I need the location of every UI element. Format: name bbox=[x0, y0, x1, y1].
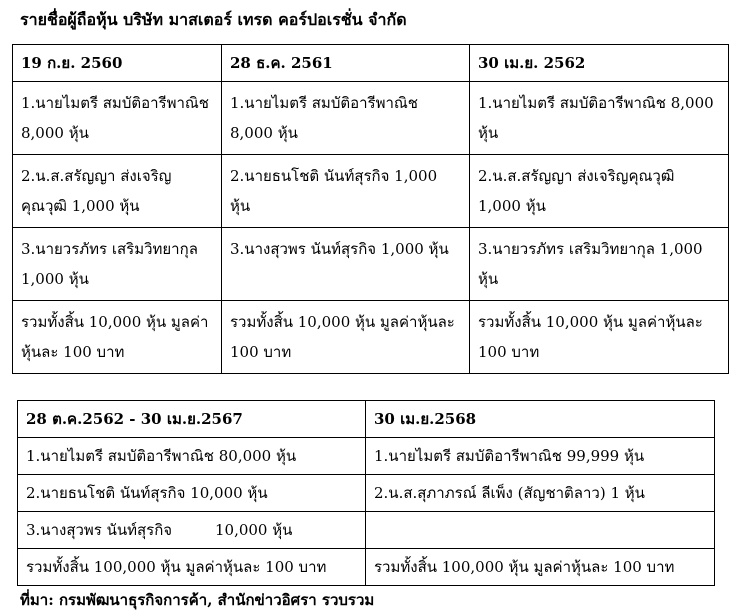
table-cell: 3.นางสุวพร นันท์สุรกิจ 10,000 หุ้น bbox=[18, 512, 366, 549]
table-cell: รวมทั้งสิ้น 100,000 หุ้น มูลค่าหุ้นละ 100 บาท bbox=[18, 549, 366, 586]
column-header: 28 ธ.ค. 2561 bbox=[222, 45, 470, 82]
table-cell-empty bbox=[366, 512, 715, 549]
column-header: 30 เม.ย. 2562 bbox=[470, 45, 729, 82]
table-cell: 1.นายไมตรี สมบัติอารีพาณิช 80,000 หุ้น bbox=[18, 438, 366, 475]
table-cell: 1.นายไมตรี สมบัติอารีพาณิช 8,000 หุ้น bbox=[222, 82, 470, 155]
table-row bbox=[18, 512, 715, 549]
column-header: 28 ต.ค.2562 - 30 เม.ย.2567 bbox=[18, 401, 366, 438]
table-header-row bbox=[18, 401, 715, 438]
table-cell: 2.นายธนโชติ นันท์สุรกิจ 1,000 หุ้น bbox=[222, 155, 470, 228]
table-cell: 2.น.ส.สุภาภรณ์ ลีเพ็ง (สัญชาติลาว) 1 หุ้น bbox=[366, 475, 715, 512]
table-row bbox=[13, 155, 729, 228]
table-header-row bbox=[13, 45, 729, 82]
document-title: รายชื่อผู้ถือหุ้น บริษัท มาสเตอร์ เทรด คอร์ปอเรชั่น จำกัด bbox=[20, 10, 407, 29]
column-header: 19 ก.ย. 2560 bbox=[13, 45, 222, 82]
table-row bbox=[13, 228, 729, 301]
table-cell: 3.นางสุวพร นันท์สุรกิจ 1,000 หุ้น bbox=[222, 228, 470, 301]
table-cell: 2.น.ส.สรัญญา ส่งเจริญคุณวุฒิ 1,000 หุ้น bbox=[13, 155, 222, 228]
table-cell: รวมทั้งสิ้น 10,000 หุ้น มูลค่าหุ้นละ 100 บาท bbox=[13, 301, 222, 374]
table-total-row bbox=[18, 549, 715, 586]
table-cell: 3.นายวรภัทร เสริมวิทยากุล 1,000 หุ้น bbox=[13, 228, 222, 301]
table-cell: รวมทั้งสิ้น 100,000 หุ้น มูลค่าหุ้นละ 100 บาท bbox=[366, 549, 715, 586]
table-cell: 2.น.ส.สรัญญา ส่งเจริญคุณวุฒิ 1,000 หุ้น bbox=[470, 155, 729, 228]
table-cell: รวมทั้งสิ้น 10,000 หุ้น มูลค่าหุ้นละ 100 บาท bbox=[470, 301, 729, 374]
table-cell: 1.นายไมตรี สมบัติอารีพาณิช 8,000 หุ้น bbox=[13, 82, 222, 155]
source-note: ที่มา: กรมพัฒนาธุรกิจการค้า, สำนักข่าวอิศรา รวบรวม bbox=[20, 591, 375, 609]
table-cell: รวมทั้งสิ้น 10,000 หุ้น มูลค่าหุ้นละ 100 บาท bbox=[222, 301, 470, 374]
table-row bbox=[13, 82, 729, 155]
table-cell: 2.นายธนโชติ นันท์สุรกิจ 10,000 หุ้น bbox=[18, 475, 366, 512]
table-cell: 3.นายวรภัทร เสริมวิทยากุล 1,000 หุ้น bbox=[470, 228, 729, 301]
shareholders-table-2560-2562 bbox=[12, 44, 729, 374]
table-total-row bbox=[13, 301, 729, 374]
shareholders-table-2562-2568 bbox=[17, 400, 715, 586]
table-cell: 1.นายไมตรี สมบัติอารีพาณิช 99,999 หุ้น bbox=[366, 438, 715, 475]
table-row bbox=[18, 438, 715, 475]
table-cell: 1.นายไมตรี สมบัติอารีพาณิช 8,000 หุ้น bbox=[470, 82, 729, 155]
column-header: 30 เม.ย.2568 bbox=[366, 401, 715, 438]
table-row bbox=[18, 475, 715, 512]
